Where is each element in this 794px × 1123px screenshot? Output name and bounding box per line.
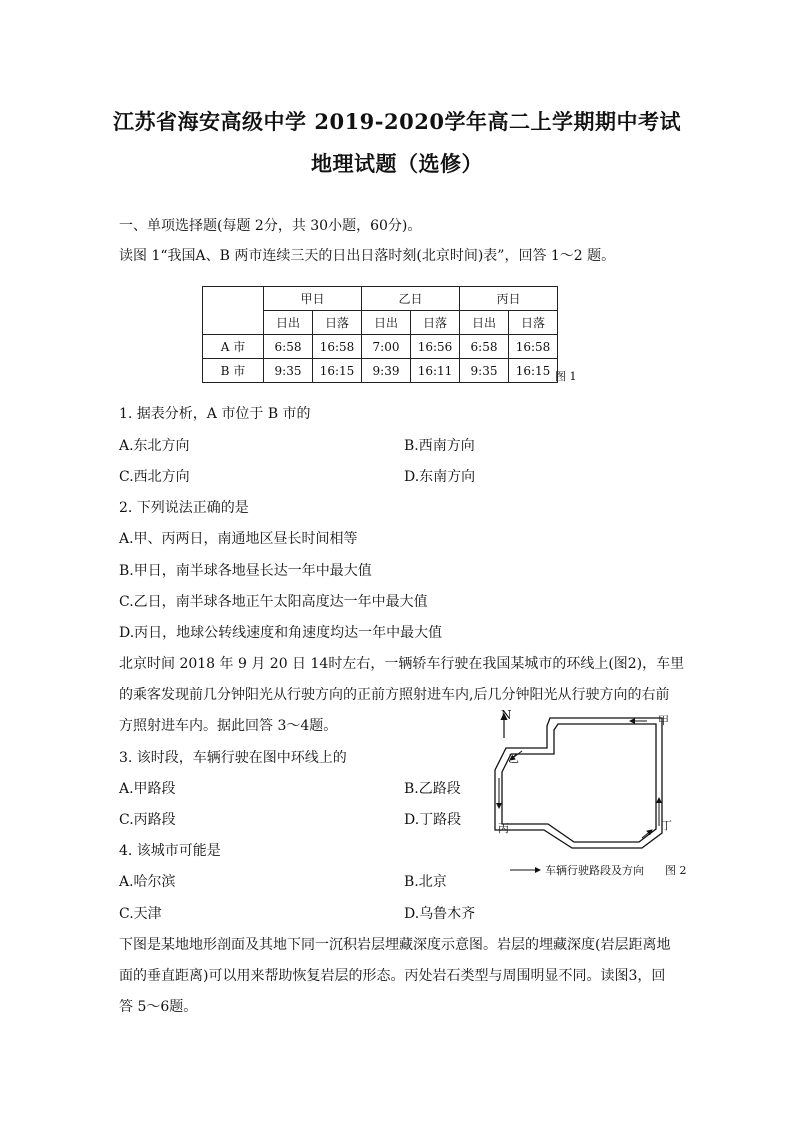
option-d: D.丁路段 xyxy=(404,812,462,828)
table-cell: 6:58 xyxy=(264,335,313,359)
road-label-ding: 丁 xyxy=(661,819,672,832)
table-subheader: 日出 xyxy=(460,311,509,335)
table-row xyxy=(203,335,558,359)
table-row xyxy=(203,359,558,383)
option-a: A.哈尔滨 xyxy=(119,874,176,890)
table-subheader: 日落 xyxy=(411,311,460,335)
table-cell: 9:35 xyxy=(264,359,313,383)
option-b: B.北京 xyxy=(404,874,447,890)
exam-subtitle: 地理试题（选修） xyxy=(311,151,483,176)
option-c: C.天津 xyxy=(119,906,162,922)
table-cell: 16:56 xyxy=(411,335,460,359)
ring-road-outer xyxy=(495,718,662,848)
option-b: B.甲日，南半球各地昼长达一年中最大值 xyxy=(119,563,372,579)
option-d: D.丙日，地球公转线速度和角速度均达一年中最大值 xyxy=(119,625,443,641)
table-subheader: 日出 xyxy=(362,311,411,335)
ring-road-figure xyxy=(492,708,692,878)
option-b: B.西南方向 xyxy=(404,438,475,454)
question-stem: 4. 该城市可能是 xyxy=(119,843,221,859)
passage-line: 方照射进车内。据此回答 3～4题。 xyxy=(119,718,338,734)
question-stem: 2. 下列说法正确的是 xyxy=(119,500,249,516)
question-stem: 1. 据表分析，A 市位于 B 市的 xyxy=(119,406,311,422)
option-c: C.丙路段 xyxy=(119,812,176,828)
road-label-yi: 乙 xyxy=(508,752,519,765)
figure2-caption: 图 2 xyxy=(665,864,687,877)
passage-line: 下图是某地地形剖面及其地下同一沉积岩层埋藏深度示意图。岩层的埋藏深度(岩层距离地 xyxy=(119,937,671,953)
table-subheader: 日落 xyxy=(313,311,362,335)
option-d: D.东南方向 xyxy=(404,469,476,485)
option-c: C.乙日，南半球各地正午太阳高度达一年中最大值 xyxy=(119,594,428,610)
table-cell: 16:15 xyxy=(313,359,362,383)
table-subheader: 日落 xyxy=(509,311,558,335)
table-subheader: 日出 xyxy=(264,311,313,335)
ring-road-inner xyxy=(502,724,656,842)
table-cell: 16:15 xyxy=(509,359,558,383)
passage-line: 答 5～6题。 xyxy=(119,999,198,1015)
table-cell: 9:35 xyxy=(460,359,509,383)
table-cell: 16:58 xyxy=(313,335,362,359)
exam-title: 江苏省海安高级中学 2019-2020学年高二上学期期中考试 xyxy=(113,109,681,134)
sunrise-sunset-table xyxy=(202,286,558,383)
road-label-bing: 丙 xyxy=(498,822,509,835)
table-day-header: 甲日 xyxy=(264,287,362,311)
intro-paragraph: 读图 1“我国A、B 两市连续三天的日出日落时刻(北京时间)表”，回答 1～2 题。 xyxy=(119,248,616,264)
option-b: B.乙路段 xyxy=(404,781,461,797)
table-day-header: 丙日 xyxy=(460,287,558,311)
figure1-caption: 图 1 xyxy=(555,370,577,383)
option-a: A.甲路段 xyxy=(119,781,176,797)
north-label: N xyxy=(501,708,512,722)
road-label-jia: 甲 xyxy=(658,714,669,727)
section-heading: 一、单项选择题(每题 2分，共 30小题，60分)。 xyxy=(119,218,422,234)
table-cell: 7:00 xyxy=(362,335,411,359)
option-d: D.乌鲁木齐 xyxy=(404,906,476,922)
passage-line: 的乘客发现前几分钟阳光从行驶方向的正前方照射进车内,后几分钟阳光从行驶方向的右前 xyxy=(119,687,670,703)
table-corner-cell xyxy=(203,287,264,335)
option-a: A.甲、丙两日，南通地区昼长时间相等 xyxy=(119,531,358,547)
row-label: A 市 xyxy=(203,335,264,359)
table-day-header: 乙日 xyxy=(362,287,460,311)
table-cell: 16:11 xyxy=(411,359,460,383)
question-stem: 3. 该时段，车辆行驶在图中环线上的 xyxy=(119,750,347,766)
passage-line: 北京时间 2018 年 9 月 20 日 14时左右，一辆轿车行驶在我国某城市的环线上(图2)，车里 xyxy=(119,656,685,672)
table-cell: 6:58 xyxy=(460,335,509,359)
table-cell: 9:39 xyxy=(362,359,411,383)
table-cell: 16:58 xyxy=(509,335,558,359)
option-c: C.西北方向 xyxy=(119,469,190,485)
figure2-legend: 车辆行驶路段及方向 xyxy=(545,864,644,877)
row-label: B 市 xyxy=(203,359,264,383)
option-a: A.东北方向 xyxy=(119,438,190,454)
passage-line: 面的垂直距离)可以用来帮助恢复岩层的形态。丙处岩石类型与周围明显不同。读图3，回 xyxy=(119,968,666,984)
